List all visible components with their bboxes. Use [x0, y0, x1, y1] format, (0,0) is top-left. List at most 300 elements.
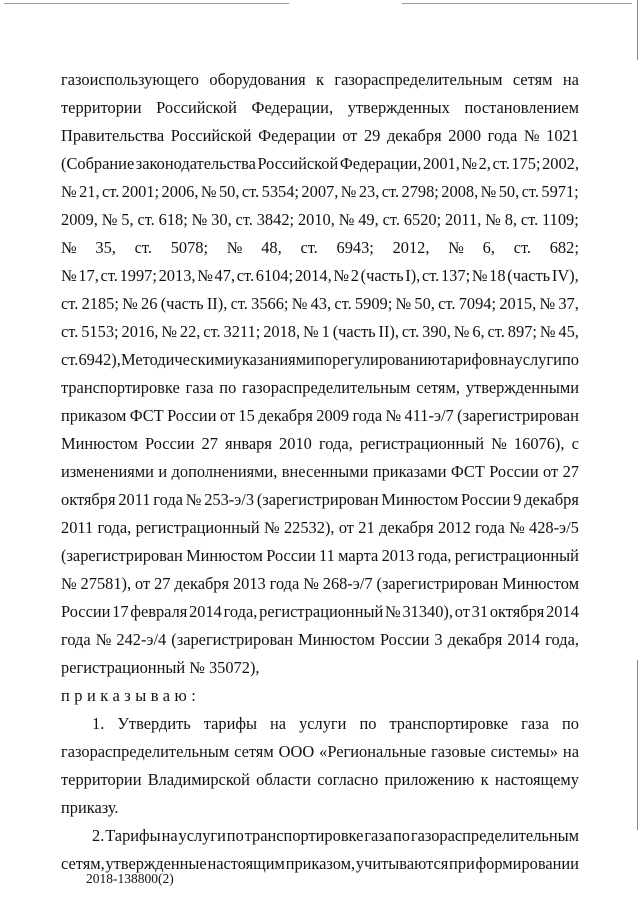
word: указаниями — [233, 350, 315, 369]
word: № — [61, 238, 77, 257]
word: системы» — [490, 742, 558, 761]
word: марта — [338, 546, 379, 565]
word: № — [485, 210, 501, 229]
text-line — [61, 122, 579, 150]
word: 2 — [350, 266, 359, 285]
word: 6, — [482, 238, 495, 257]
word: № — [95, 630, 112, 649]
word: газа — [521, 714, 549, 733]
word: № — [61, 266, 77, 285]
word: 2010, — [297, 210, 335, 229]
word: 16076), — [513, 434, 565, 453]
word: (зарегистрирован — [171, 630, 294, 649]
word: по — [219, 378, 237, 397]
word: Федерации, — [339, 154, 422, 173]
word: ст. — [300, 238, 318, 257]
word: утвержденные — [105, 854, 207, 873]
word: сетям, — [416, 378, 460, 397]
word: года — [153, 490, 183, 509]
word: (часть — [160, 294, 204, 313]
word: 11 — [318, 546, 335, 565]
word: № — [523, 126, 540, 145]
word: 2013 — [381, 546, 415, 565]
word: Федерации, — [251, 98, 334, 117]
word: 2016, — [121, 322, 159, 341]
word: 26 — [141, 294, 158, 313]
word: декабря — [258, 406, 313, 425]
word: 5971; — [541, 182, 579, 201]
word: изменениями — [61, 462, 154, 481]
word: ст. — [381, 182, 400, 201]
text-line — [61, 486, 579, 514]
word: России — [461, 490, 511, 509]
word: 2002, — [542, 154, 579, 173]
word: № — [480, 182, 497, 201]
word: территории — [61, 98, 142, 117]
text-line: регистрационный № 35072), — [61, 658, 260, 677]
word: года — [61, 630, 91, 649]
word: территории — [61, 770, 142, 789]
word: 23, — [358, 182, 380, 201]
word: законодательства — [135, 154, 256, 173]
word: 27 — [562, 462, 579, 481]
word: Минюстом — [61, 434, 138, 453]
word: регистрационный — [135, 518, 260, 537]
word: 21, — [79, 182, 100, 201]
word: II), — [378, 322, 399, 341]
word: 9 — [513, 490, 522, 509]
word: России — [144, 434, 195, 453]
word: к — [480, 770, 489, 789]
word: 35, — [95, 238, 116, 257]
word: настоящим — [207, 854, 285, 873]
word: ст. — [520, 210, 539, 229]
word: 2018, — [263, 322, 301, 341]
word: от — [543, 462, 559, 481]
word: по — [359, 714, 377, 733]
word: 43, — [310, 294, 332, 313]
word: № — [385, 406, 402, 425]
word: Российской — [170, 126, 252, 145]
word: 50, — [498, 182, 520, 201]
word: IV), — [551, 266, 579, 285]
word: 390, — [422, 322, 451, 341]
word: регистрационный — [259, 602, 384, 621]
text-line — [61, 234, 579, 262]
word: (зарегистрирован — [256, 490, 379, 509]
word: 242-э/4 — [116, 630, 167, 649]
word: 2008, — [441, 182, 479, 201]
word: 6, — [472, 322, 485, 341]
word: № — [185, 490, 202, 509]
word: (часть — [360, 266, 404, 285]
word: формировании — [475, 854, 579, 873]
word: к — [316, 70, 325, 89]
word: № — [101, 210, 118, 229]
word: постановлением — [464, 98, 579, 117]
word: ст. — [487, 322, 505, 341]
word: России — [379, 630, 430, 649]
word: дополнениями, — [171, 462, 278, 481]
word: Минюстом — [298, 630, 375, 649]
word: Владимирской — [147, 770, 250, 789]
word: (зарегистрирован — [457, 406, 579, 425]
word: 2012, — [392, 238, 430, 257]
word: 6104; — [255, 266, 294, 285]
word: II), — [206, 294, 228, 313]
word: тарифов — [439, 350, 499, 369]
word: № — [453, 322, 470, 341]
word: ст. — [61, 294, 79, 313]
word: от — [219, 406, 236, 425]
text-line — [61, 542, 579, 570]
word: № — [161, 322, 177, 341]
word: 2010 — [279, 434, 312, 453]
word: ст. — [137, 210, 155, 229]
word: на — [562, 742, 579, 761]
word: ст. — [102, 182, 120, 201]
word: на — [270, 714, 287, 733]
word: 2009, — [61, 210, 98, 229]
word: 22532), — [283, 518, 335, 537]
word: 2011, — [445, 210, 482, 229]
word: 2013 — [232, 574, 266, 593]
text-line — [61, 430, 579, 458]
word: ст. — [235, 210, 253, 229]
word: настоящему — [494, 770, 579, 789]
word: № — [385, 602, 401, 621]
word: 2014 — [507, 630, 541, 649]
word: № — [191, 210, 208, 229]
word: по — [226, 826, 244, 845]
word: транспортировке — [244, 826, 364, 845]
word: приложению — [384, 770, 475, 789]
word: 2798; — [401, 182, 439, 201]
word: № — [461, 154, 478, 173]
word: газоиспользующего — [61, 70, 199, 89]
word: 29 — [363, 126, 381, 145]
text-line — [61, 710, 579, 738]
word: января — [225, 434, 272, 453]
word: 2014, — [294, 266, 332, 285]
word: октября — [489, 602, 545, 621]
word: 1 — [321, 322, 330, 341]
word: сетям — [512, 70, 553, 89]
word: 6942), — [78, 350, 121, 369]
word: (зарегистрирован — [61, 546, 183, 565]
word: декабря — [174, 574, 230, 593]
word: Правительства — [61, 126, 165, 145]
word: 5, — [121, 210, 134, 229]
word: ст. — [382, 210, 400, 229]
word: № — [338, 210, 355, 229]
word: 50, — [218, 182, 240, 201]
word: № — [226, 238, 243, 257]
text-line: приказу. — [61, 798, 119, 817]
word: услуги — [299, 714, 347, 733]
text-line — [61, 626, 579, 654]
text-line — [61, 66, 579, 94]
word: 5078; — [170, 238, 209, 257]
text-line — [61, 150, 579, 178]
word: № — [61, 182, 77, 201]
word: Федерации — [258, 126, 336, 145]
word: на — [562, 70, 579, 89]
word: года — [269, 574, 300, 593]
word: № — [539, 294, 556, 313]
word: 1021 — [546, 126, 579, 145]
word: 22, — [179, 322, 201, 341]
word: (часть — [507, 266, 551, 285]
word: № — [491, 434, 507, 453]
word: приказом, — [285, 854, 356, 873]
word: 2011 — [118, 490, 151, 509]
word: 2185; — [81, 294, 119, 313]
word: года, — [97, 518, 132, 537]
word: сетям, — [61, 854, 105, 873]
word: оборудования — [209, 70, 306, 89]
word: 2001; — [121, 182, 160, 201]
word: (часть — [332, 322, 376, 341]
word: № — [333, 266, 350, 285]
word: 31340), — [402, 602, 453, 621]
text-line — [61, 262, 579, 290]
document-code: 2018-138800(2) — [86, 871, 174, 886]
word: № — [291, 294, 308, 313]
word: 27 — [201, 434, 218, 453]
word: декабря — [524, 490, 579, 509]
word: 3211; — [223, 322, 261, 341]
word: по — [561, 714, 579, 733]
word: 6520; — [403, 210, 442, 229]
word: № — [197, 266, 213, 285]
word: № — [539, 322, 556, 341]
word: 3842; — [256, 210, 295, 229]
word: услуги — [514, 350, 562, 369]
word: 50, — [414, 294, 435, 313]
word: 2. — [92, 826, 105, 845]
word: года, — [223, 602, 258, 621]
text-line — [61, 374, 579, 402]
word: учитываются — [355, 854, 449, 873]
word: 37, — [558, 294, 579, 313]
word: по — [392, 826, 410, 845]
word: 5153; — [81, 322, 119, 341]
document-body — [61, 66, 579, 878]
word: № — [395, 294, 412, 313]
word: от — [135, 574, 151, 593]
word: газа — [185, 378, 214, 397]
word: 1997; — [119, 266, 157, 285]
word: регистрационный — [359, 434, 484, 453]
text-line — [61, 514, 579, 542]
word: 17, — [78, 266, 99, 285]
word: ст. — [241, 182, 260, 201]
word: 137; — [440, 266, 471, 285]
word: ФСТ — [129, 406, 164, 425]
word: 47, — [214, 266, 236, 285]
text-line — [61, 738, 579, 766]
word: года — [475, 518, 505, 537]
word: приказами — [372, 462, 447, 481]
word: 2009 — [316, 406, 350, 425]
word: ООО — [278, 742, 315, 761]
word: 2000 — [448, 126, 482, 145]
word: 15 — [238, 406, 255, 425]
scan-edge-right-lower — [637, 660, 638, 830]
word: декабря — [447, 630, 503, 649]
word: 30, — [211, 210, 232, 229]
word: 1. — [92, 714, 105, 733]
word: тарифы — [203, 714, 257, 733]
word: утвержденными — [465, 378, 579, 397]
word: ст. — [61, 322, 79, 341]
word: (Собрание — [61, 154, 135, 173]
word: 31 — [471, 602, 489, 621]
word: года, — [318, 434, 353, 453]
word: 27 — [154, 574, 171, 593]
word: № — [303, 322, 319, 341]
scan-edge-top-left — [4, 3, 289, 4]
word: 411-э/7 — [404, 406, 454, 425]
word: транспортировке — [389, 714, 509, 733]
word: России — [266, 546, 316, 565]
word: № — [264, 518, 280, 537]
word: Минюстом — [502, 574, 579, 593]
text-line: приказываю: — [61, 686, 201, 705]
word: 428-э/5 — [529, 518, 579, 537]
text-line — [61, 766, 579, 794]
word: с — [571, 434, 579, 453]
word: 2001, — [422, 154, 460, 173]
word: 45, — [558, 322, 579, 341]
word: газа — [364, 826, 393, 845]
word: утвержденных — [347, 98, 450, 117]
word: ст. — [203, 322, 221, 341]
word: 2013, — [158, 266, 196, 285]
word: 268-э/7 — [322, 574, 373, 593]
word: России — [489, 462, 539, 481]
word: 48, — [261, 238, 282, 257]
word: 2014 — [189, 602, 222, 621]
word: 618; — [158, 210, 188, 229]
word: № — [200, 182, 217, 201]
word: регистрационный — [454, 546, 579, 565]
word: года, — [545, 630, 579, 649]
word: 18 — [489, 266, 506, 285]
text-line — [61, 346, 579, 374]
word: на — [161, 826, 178, 845]
word: 3566; — [251, 294, 289, 313]
word: и — [158, 462, 168, 481]
word: 175; — [511, 154, 541, 173]
word: декабря — [379, 518, 434, 537]
text-line — [61, 206, 579, 234]
word: № — [303, 574, 319, 593]
word: от — [338, 518, 354, 537]
scan-edge-top-right — [402, 3, 632, 4]
word: ст. — [401, 322, 420, 341]
word: приказом — [61, 406, 127, 425]
word: 2, — [478, 154, 491, 173]
word: 8, — [504, 210, 517, 229]
word: 2007, — [301, 182, 339, 201]
word: декабря — [386, 126, 442, 145]
word: ст. — [236, 266, 255, 285]
word: регулированию — [332, 350, 440, 369]
word: 2015, — [499, 294, 537, 313]
word: Методическими — [121, 350, 234, 369]
word: 5909; — [354, 294, 393, 313]
text-line — [61, 570, 579, 598]
text-line — [61, 94, 579, 122]
word: ст. — [513, 238, 531, 257]
word: «Региональные — [319, 742, 427, 761]
word: № — [122, 294, 138, 313]
word: газораспределительным — [410, 826, 579, 845]
word: 17 — [112, 602, 129, 621]
word: Тарифы — [105, 826, 161, 845]
word: газораспределительным — [61, 742, 230, 761]
word: ст. — [100, 266, 118, 285]
text-line — [61, 318, 579, 346]
word: при — [449, 854, 475, 873]
word: 27581), — [80, 574, 132, 593]
word: Российской — [156, 98, 237, 117]
text-line — [61, 598, 579, 626]
word: № — [340, 182, 357, 201]
word: года, — [417, 546, 452, 565]
text-line — [61, 822, 579, 850]
word: Минюстом — [381, 490, 459, 509]
word: 2014 — [546, 602, 579, 621]
word: 6943; — [336, 238, 374, 257]
word: ст. — [61, 350, 79, 369]
word: транспортировке — [61, 378, 180, 397]
word: года — [352, 406, 383, 425]
word: октября — [61, 490, 116, 509]
word: России — [167, 406, 217, 425]
word: (зарегистрирован — [376, 574, 499, 593]
word: газораспределительным — [334, 70, 503, 89]
word: № — [61, 574, 77, 593]
word: ст. — [134, 238, 152, 257]
word: 49, — [358, 210, 379, 229]
word: 682; — [549, 238, 579, 257]
word: 1109; — [542, 210, 579, 229]
word: I), — [405, 266, 421, 285]
word: года — [487, 126, 518, 145]
word: ст. — [334, 294, 352, 313]
word: № — [471, 266, 488, 285]
word: по — [315, 350, 332, 369]
word: согласно — [317, 770, 379, 789]
text-line — [61, 178, 579, 206]
word: газовые — [431, 742, 486, 761]
word: Утвердить — [117, 714, 191, 733]
word: сетям — [234, 742, 274, 761]
word: ст. — [438, 294, 456, 313]
word: 253-э/3 — [204, 490, 255, 509]
word: 21 — [358, 518, 375, 537]
word: 2011 — [61, 518, 94, 537]
word: ст. — [421, 266, 440, 285]
word: области — [256, 770, 311, 789]
word: 3 — [434, 630, 443, 649]
word: 5354; — [261, 182, 299, 201]
word: 7094; — [458, 294, 497, 313]
word: на — [498, 350, 515, 369]
